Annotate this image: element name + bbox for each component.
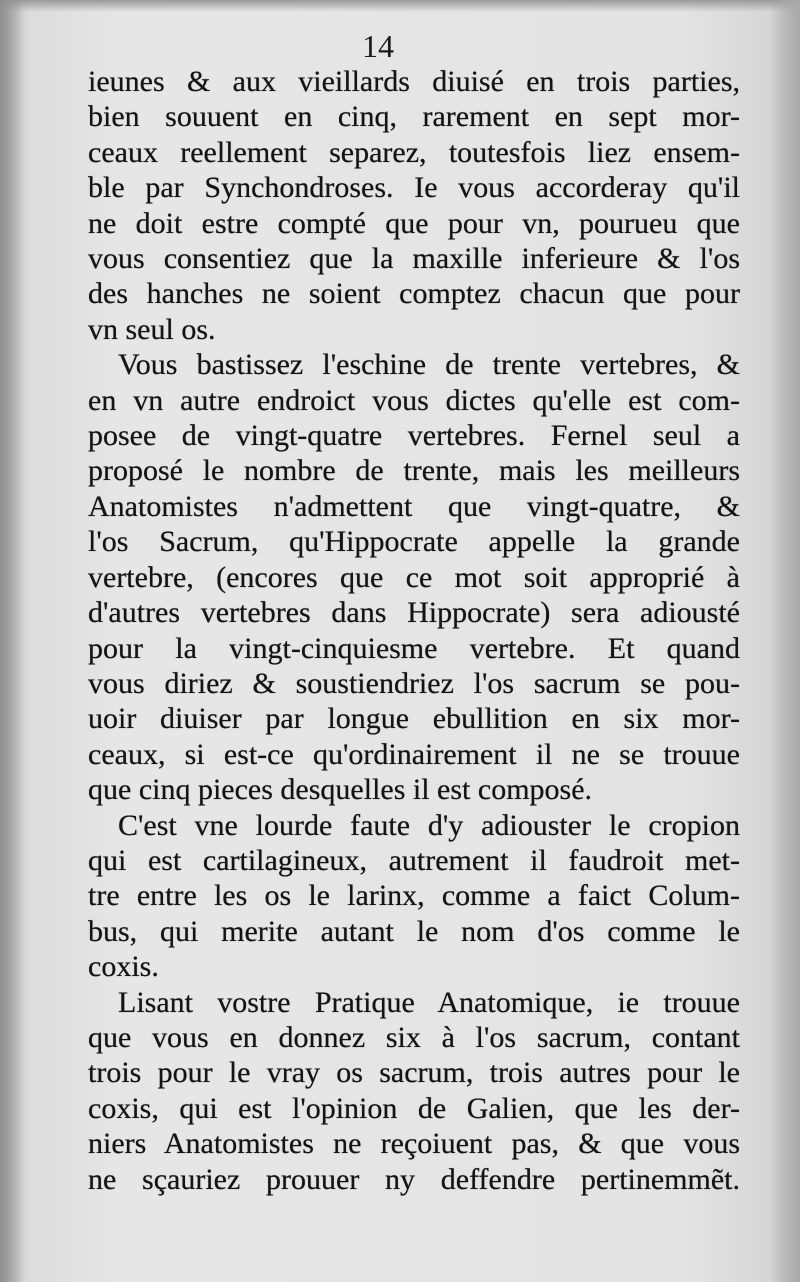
text-line: ceaux reellement separez, toutesfois liez ensem- — [88, 135, 740, 169]
text-line: ne sçauriez prouuer ny deffendre pertinemmẽt. — [88, 1162, 740, 1196]
text-line: niers Anatomistes ne reçoiuent pas, & que vous — [88, 1127, 740, 1161]
text-line: bien souuent en cinq, rarement en sept mor- — [88, 100, 740, 134]
text-line: posee de vingt-quatre vertebres. Fernel seul a — [88, 419, 740, 453]
text-line: qui est cartilagineux, autrement il faudroit met- — [88, 843, 740, 877]
paragraph-end-line: que cinq pieces desquelles il est composé. — [88, 773, 593, 807]
page-top-shadow — [0, 0, 800, 12]
paragraph-end-line: coxis. — [88, 950, 159, 984]
text-line: proposé le nombre de trente, mais les meilleurs — [88, 454, 740, 488]
text-line: que vous en donnez six à l'os sacrum, contant — [88, 1020, 740, 1054]
body-text — [88, 64, 740, 1197]
paragraph-start-line: C'est vne lourde faute d'y adiouster le cropion — [118, 808, 740, 842]
text-line: vous consentiez que la maxille inferieure & l'os — [88, 242, 740, 276]
page-gutter-shadow — [0, 0, 24, 1282]
paragraph-start-line: Lisant vostre Pratique Anatomique, ie trouue — [118, 985, 740, 1019]
text-line: bus, qui merite autant le nom d'os comme le — [88, 914, 740, 948]
text-line: uoir diuiser par longue ebullition en six mor- — [88, 702, 740, 736]
text-line: vous diriez & soustiendriez l'os sacrum se pou- — [88, 666, 740, 700]
text-line: vertebre, (encores que ce mot soit approprié à — [88, 560, 740, 594]
text-line: ieunes & aux vieillards diuisé en trois parties, — [88, 65, 740, 98]
text-line: ne doit estre compté que pour vn, pourueu que — [88, 206, 740, 240]
text-line: Anatomistes n'admettent que vingt-quatre, & — [88, 489, 740, 523]
page-number: 14 — [362, 28, 394, 64]
text-line: ble par Synchondroses. Ie vous accorderay qu'il — [88, 171, 740, 205]
text-line: tre entre les os le larinx, comme a faict Colum- — [88, 879, 740, 913]
page-edge-shadow — [770, 0, 800, 1282]
text-line: d'autres vertebres dans Hippocrate) sera adiousté — [88, 596, 740, 630]
text-line: l'os Sacrum, qu'Hippocrate appelle la grande — [88, 525, 740, 559]
text-line: coxis, qui est l'opinion de Galien, que les der- — [88, 1091, 740, 1125]
paragraph-end-line: vn seul os. — [88, 312, 216, 346]
text-line: pour la vingt-cinquiesme vertebre. Et quand — [88, 631, 740, 665]
text-line: trois pour le vray os sacrum, trois autres pour le — [88, 1056, 740, 1090]
text-line: des hanches ne soient comptez chacun que pour — [88, 277, 740, 311]
text-line: ceaux, si est-ce qu'ordinairement il ne se trouue — [88, 737, 740, 771]
paragraph-start-line: Vous bastissez l'eschine de trente vertebres, & — [118, 348, 740, 382]
text-line: en vn autre endroict vous dictes qu'elle est com- — [88, 383, 740, 417]
